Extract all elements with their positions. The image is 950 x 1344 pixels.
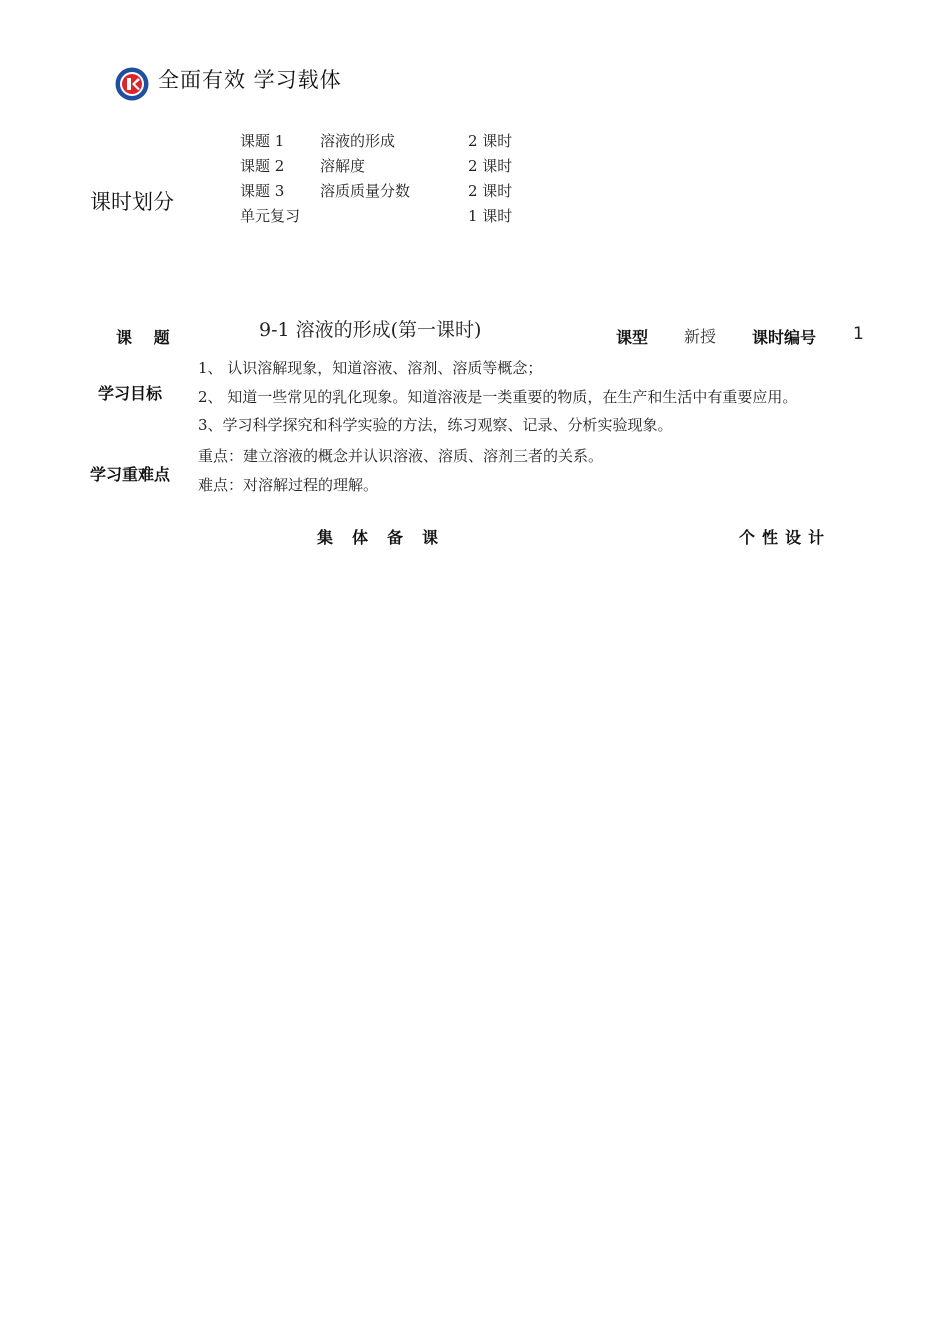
school-logo-icon [115, 67, 149, 101]
schedule-lesson: 单元复习 [240, 207, 301, 225]
goal-item: 2、 知道一些常见的乳化现象。知道溶液是一类重要的物质，在生产和生活中有重要应用。 [198, 388, 798, 406]
schedule-table [240, 128, 538, 228]
schedule-topic: 溶解度 [320, 157, 366, 175]
schedule-lesson: 课题 2 [240, 157, 285, 175]
schedule-row [240, 128, 538, 153]
schedule-label: 课时划分 [90, 190, 174, 214]
schedule-topic: 溶液的形成 [320, 132, 396, 150]
schedule-hours: 2 课时 [468, 157, 513, 175]
schedule-row [240, 203, 538, 228]
difficulty-point: 难点：对溶解过程的理解。 [198, 476, 379, 494]
lesson-label: 课 题 [116, 328, 178, 347]
schedule-topic [320, 203, 468, 228]
lesson-type-value: 新授 [684, 327, 717, 346]
goals-label: 学习目标 [98, 384, 163, 403]
key-points-label: 学习重难点 [90, 465, 171, 484]
lesson-type-label: 课型 [616, 328, 649, 347]
key-point: 重点：建立溶液的概念并认识溶液、溶质、溶剂三者的关系。 [198, 447, 604, 465]
collective-prep-heading: 集体备课 [317, 528, 458, 547]
goal-item: 3、学习科学探究和科学实验的方法，练习观察、记录、分析实验现象。 [198, 416, 673, 434]
header-slogan: 全面有效 学习载体 [158, 68, 342, 92]
lesson-number-value: 1 [853, 324, 864, 344]
personal-design-heading: 个性设计 [739, 528, 832, 547]
schedule-lesson: 课题 3 [240, 182, 285, 200]
schedule-hours: 2 课时 [468, 132, 513, 150]
lesson-number-label: 课时编号 [752, 328, 817, 347]
schedule-row [240, 178, 538, 203]
schedule-row [240, 153, 538, 178]
lesson-title: 9-1 溶液的形成(第一课时) [259, 319, 482, 341]
goal-item: 1、 认识溶解现象，知道溶液、溶剂、溶质等概念； [198, 359, 543, 377]
schedule-hours: 1 课时 [468, 207, 513, 225]
schedule-hours: 2 课时 [468, 182, 513, 200]
schedule-topic: 溶质质量分数 [320, 182, 411, 200]
schedule-lesson: 课题 1 [240, 132, 285, 150]
